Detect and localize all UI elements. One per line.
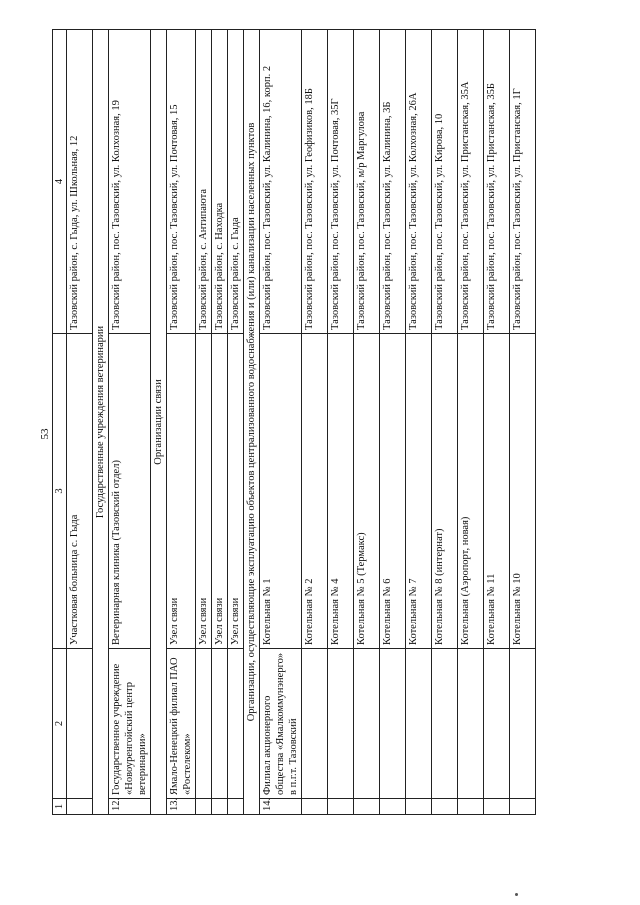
row-number [196,799,212,815]
address-cell: Тазовский район, с. Гыда, ул. Школьная, 12 [67,30,93,334]
address-cell: Тазовский район, пос. Тазовский, ул. Кирова, 10 [432,30,458,334]
row-number [484,799,510,815]
table-row [212,30,228,815]
table-row [380,30,406,815]
header-row [53,30,67,815]
address-cell: Тазовский район, пос. Тазовский, ул. Почтовая, 15 [167,30,196,334]
organization-cell [196,649,212,799]
object-cell: Котельная № 1 [260,334,302,649]
address-cell: Тазовский район, пос. Тазовский, ул. Калинина, 16, корп. 2 [260,30,302,334]
address-cell: Тазовский район, пос. Тазовский, ул. Геофизиков, 18Б [302,30,328,334]
organization-cell [458,649,484,799]
row-number [510,799,536,815]
header-cell: 4 [53,30,67,334]
section-title: Государственные учреждения ветеринарии [93,30,109,815]
row-number: 13. [167,799,196,815]
object-cell: Котельная (Аэропорт, новая) [458,334,484,649]
row-number [212,799,228,815]
address-cell: Тазовский район, пос. Тазовский, ул. Пристанская, 35Б [484,30,510,334]
scan-speck [515,893,518,896]
address-cell: Тазовский район, с. Находка [212,30,228,334]
address-cell: Тазовский район, пос. Тазовский, ул. Колхозная, 26А [406,30,432,334]
table-row [109,30,151,815]
table-row [302,30,328,815]
section-row [151,30,167,815]
rotated-table-container [52,30,592,815]
row-number [328,799,354,815]
table-row [167,30,196,815]
organization-cell [432,649,458,799]
object-cell: Узел связи [167,334,196,649]
organization-cell [406,649,432,799]
table-row [510,30,536,815]
table-row [228,30,244,815]
organization-cell [328,649,354,799]
organization-cell [354,649,380,799]
table-row [67,30,93,815]
organization-cell [302,649,328,799]
row-number [432,799,458,815]
address-cell: Тазовский район, пос. Тазовский, ул. Колхозная, 19 [109,30,151,334]
header-cell: 2 [53,649,67,799]
page-number: 53 [39,428,51,440]
row-number [406,799,432,815]
section-row [244,30,260,815]
organization-cell [484,649,510,799]
organization-cell [510,649,536,799]
row-number [458,799,484,815]
organization-cell: Ямало-Ненецкий филиал ПАО «Ростелеком» [167,649,196,799]
address-cell: Тазовский район, пос. Тазовский, ул. Пристанская, 35А [458,30,484,334]
object-cell: Котельная № 7 [406,334,432,649]
object-cell: Котельная № 6 [380,334,406,649]
object-cell: Котельная № 10 [510,334,536,649]
object-cell: Котельная № 2 [302,334,328,649]
table-row [484,30,510,815]
organization-cell [67,649,93,799]
header-cell: 3 [53,334,67,649]
object-cell: Ветеринарная клиника (Тазовский отдел) [109,334,151,649]
organization-cell: Филиал акционерного общества «Ямалкоммунэнерго» в п.г.т. Тазовский [260,649,302,799]
row-number [228,799,244,815]
row-number [380,799,406,815]
row-number: 12. [109,799,151,815]
object-cell: Участковая больница с. Гыда [67,334,93,649]
row-number [67,799,93,815]
table-row [260,30,302,815]
object-cell: Узел связи [228,334,244,649]
section-title: Организации связи [151,30,167,815]
row-number [302,799,328,815]
object-cell: Узел связи [212,334,228,649]
organization-cell [212,649,228,799]
table-row [196,30,212,815]
table-row [458,30,484,815]
table-row [406,30,432,815]
address-cell: Тазовский район, пос. Тазовский, ул. Почтовая, 35Г [328,30,354,334]
row-number [354,799,380,815]
address-cell: Тазовский район, с. Антипаюта [196,30,212,334]
organization-cell [228,649,244,799]
address-cell: Тазовский район, пос. Тазовский, м/р Маргулова [354,30,380,334]
address-cell: Тазовский район, пос. Тазовский, ул. Пристанская, 1Г [510,30,536,334]
object-cell: Котельная № 11 [484,334,510,649]
row-number: 14. [260,799,302,815]
address-cell: Тазовский район, пос. Тазовский, ул. Калинина, 3Б [380,30,406,334]
facilities-table [52,29,536,815]
object-cell: Котельная № 5 (Термакс) [354,334,380,649]
object-cell: Котельная № 8 (интернат) [432,334,458,649]
table-row [432,30,458,815]
organization-cell: Государственное учреждение «Новоуренгойский центр ветеринарии» [109,649,151,799]
object-cell: Узел связи [196,334,212,649]
table-row [354,30,380,815]
header-cell: 1 [53,799,67,815]
section-row [93,30,109,815]
section-title: Организации, осуществляющие эксплуатацию объектов централизованного водоснабжения и (или) канализации населенных пунктов [244,30,260,815]
address-cell: Тазовский район, с. Гыда [228,30,244,334]
table-row [328,30,354,815]
organization-cell [380,649,406,799]
object-cell: Котельная № 4 [328,334,354,649]
